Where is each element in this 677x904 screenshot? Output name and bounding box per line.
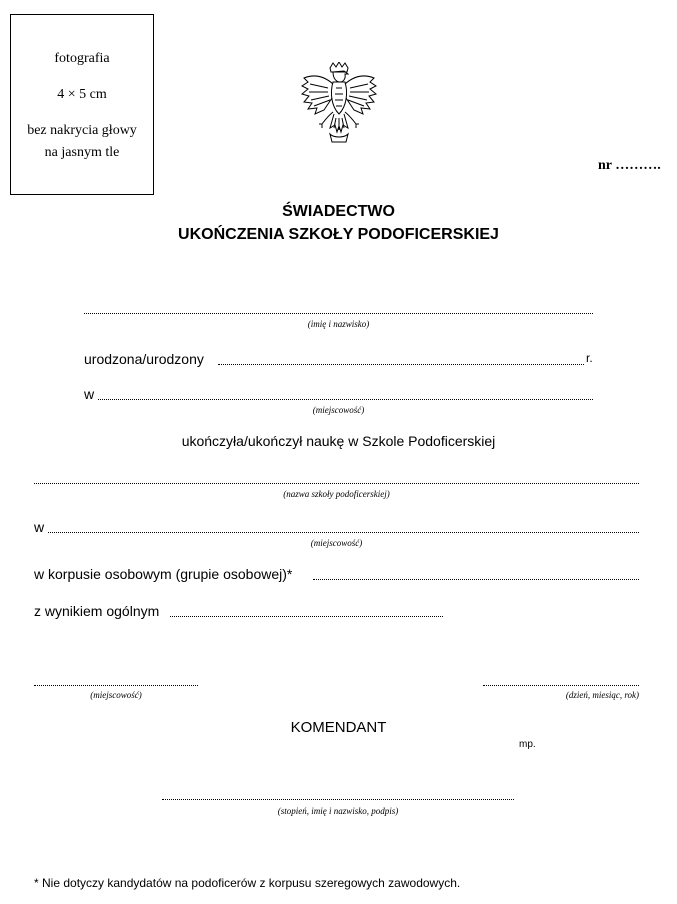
completion-statement: ukończyła/ukończył naukę w Szkole Podoficerskiej — [181, 433, 496, 449]
place1-prefix: w — [84, 386, 95, 402]
place2-prefix: w — [34, 519, 45, 535]
issue-date-field[interactable] — [483, 685, 639, 686]
photo-placeholder-box — [10, 14, 154, 195]
signature-caption: (stopień, imię i nazwisko, podpis) — [277, 806, 399, 816]
born-label: urodzona/urodzony — [84, 351, 204, 367]
issue-city-field[interactable] — [34, 685, 198, 686]
commander-title: KOMENDANT — [290, 719, 387, 736]
photo-label: fotografia — [54, 51, 110, 66]
result-field[interactable] — [170, 616, 443, 617]
place1-caption: (miejscowość) — [312, 405, 365, 415]
photo-size: 4 × 5 cm — [57, 87, 107, 102]
photo-requirement-1: bez nakrycia głowy — [27, 123, 137, 138]
date-caption: (dzień, miesiąc, rok) — [565, 690, 639, 700]
footnote: * Nie dotyczy kandydatów na podoficerów z korpusu szeregowych zawodowych. — [34, 876, 461, 890]
document-title: ŚWIADECTWO — [282, 203, 395, 220]
certificate-number: nr ………. — [598, 158, 661, 173]
signature-field[interactable] — [162, 799, 514, 800]
result-label: z wynikiem ogólnym — [34, 603, 160, 619]
polish-eagle-emblem-icon — [300, 62, 378, 144]
name-field[interactable] — [84, 313, 593, 314]
city-caption: (miejscowość) — [90, 690, 142, 700]
school-place-field[interactable] — [48, 532, 639, 533]
birth-date-field[interactable] — [218, 364, 584, 365]
seal-placeholder: mp. — [519, 739, 536, 750]
school-name-field[interactable] — [34, 483, 639, 484]
name-caption: (imię i nazwisko) — [307, 319, 370, 329]
school-caption: (nazwa szkoły podoficerskiej) — [283, 489, 390, 499]
document-subtitle: UKOŃCZENIA SZKOŁY PODOFICERSKIEJ — [178, 226, 499, 243]
corps-field[interactable] — [313, 579, 639, 580]
place2-caption: (miejscowość) — [310, 538, 363, 548]
year-suffix: r. — [586, 351, 593, 365]
birth-place-field[interactable] — [98, 399, 593, 400]
corps-label: w korpusie osobowym (grupie osobowej)* — [34, 566, 293, 582]
photo-requirement-2: na jasnym tle — [44, 145, 120, 160]
